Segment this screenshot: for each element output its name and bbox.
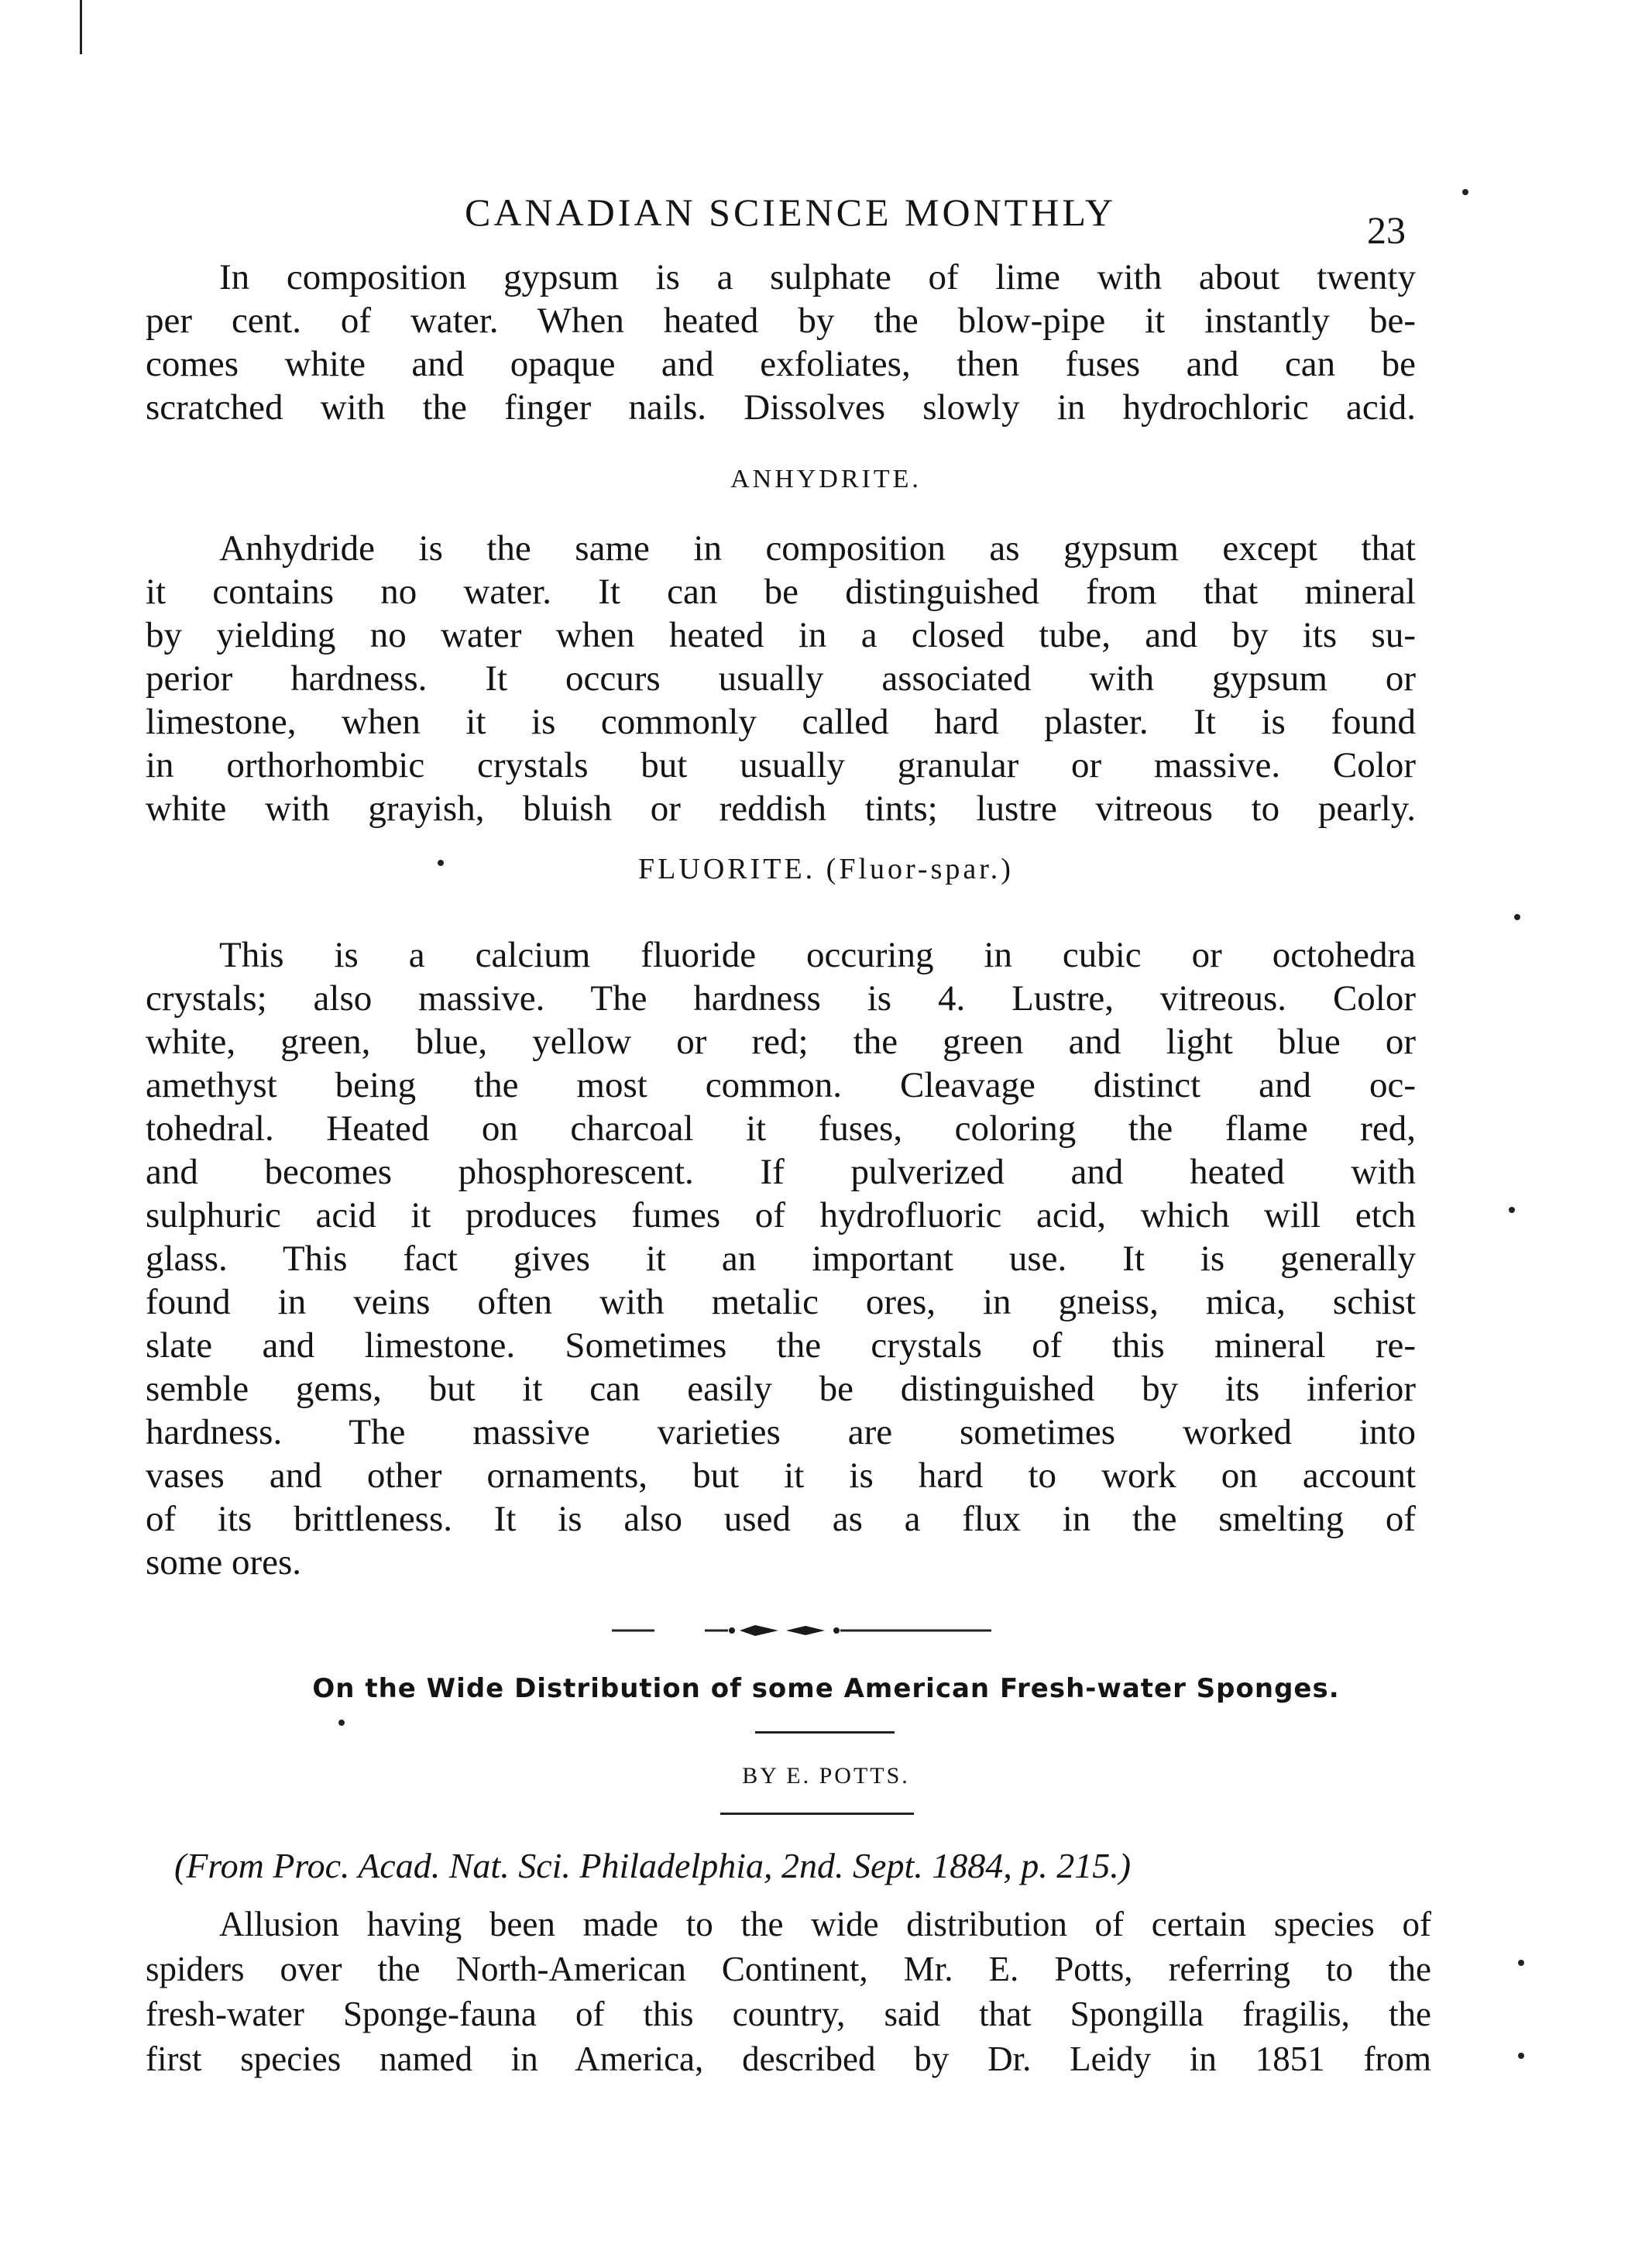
text-line: sulphuric acid it produces fumes of hydrofluoric acid, which will etch [146, 1195, 1416, 1235]
gypsum-paragraph [146, 256, 1416, 429]
text-line: in orthorhombic crystals but usually granular or massive. Color [146, 745, 1416, 785]
text-line: first species named in America, described by Dr. Leidy in 1851 from [146, 2039, 1431, 2078]
text-line: and becomes phosphorescent. If pulverized and heated with [146, 1152, 1416, 1192]
ornamental-divider [612, 1619, 999, 1642]
text-line: glass. This fact gives it an important use. It is generally [146, 1239, 1416, 1279]
fluorite-paragraph [146, 933, 1416, 1584]
text-line: found in veins often with metalic ores, in gneiss, mica, schist [146, 1282, 1416, 1322]
scan-speck [1518, 2053, 1524, 2059]
scan-speck [1518, 1960, 1524, 1966]
text-line: white, green, blue, yellow or red; the green and light blue or [146, 1022, 1416, 1062]
title-rule [755, 1731, 895, 1734]
text-line: limestone, when it is commonly called hard plaster. It is found [146, 702, 1416, 742]
article-paragraph [146, 1902, 1431, 2081]
text-line: Allusion having been made to the wide distribution of certain species of [219, 1905, 1431, 1943]
text-line: semble gems, but it can easily be distinguished by its inferior [146, 1369, 1416, 1409]
fluorite-heading: FLUORITE. (Fluor-spar.) [638, 853, 1014, 885]
anhydrite-paragraph [146, 527, 1416, 830]
text-line: it contains no water. It can be distinguished from that mineral [146, 572, 1416, 612]
text-line: tohedral. Heated on charcoal it fuses, coloring the flame red, [146, 1108, 1416, 1149]
text-line: comes white and opaque and exfoliates, then fuses and can be [146, 344, 1416, 384]
text-line: of its brittleness. It is also used as a flux in the smelting of [146, 1499, 1416, 1539]
text-line: perior hardness. It occurs usually associated with gypsum or [146, 658, 1416, 699]
anhydrite-heading: ANHYDRITE. [730, 465, 922, 493]
text-line: by yielding no water when heated in a closed tube, and by its su- [146, 615, 1416, 655]
text-line: vases and other ornaments, but it is hard to work on account [146, 1455, 1416, 1496]
running-head: CANADIAN SCIENCE MONTHLY [465, 191, 1116, 234]
text-line: scratched with the finger nails. Dissolves slowly in hydrochloric acid. [146, 387, 1416, 428]
text-line: some ores. [146, 1542, 302, 1582]
text-line: In composition gypsum is a sulphate of lime with about twenty [219, 257, 1416, 297]
text-line: crystals; also massive. The hardness is 4. Lustre, vitreous. Color [146, 978, 1416, 1019]
text-line: This is a calcium fluoride occuring in cubic or octohedra [219, 935, 1416, 975]
text-line: slate and limestone. Sometimes the crystals of this mineral re- [146, 1325, 1416, 1366]
scan-edge-mark [80, 0, 82, 54]
text-line: Anhydride is the same in composition as gypsum except that [219, 528, 1416, 569]
text-line: fresh-water Sponge-fauna of this country, said that Spongilla fragilis, the [146, 1995, 1431, 2033]
byline-rule [720, 1813, 914, 1815]
byline: BY E. POTTS. [742, 1763, 910, 1789]
scan-speck [1509, 1207, 1515, 1213]
text-line: amethyst being the most common. Cleavage distinct and oc- [146, 1065, 1416, 1105]
text-line: hardness. The massive varieties are sometimes worked into [146, 1412, 1416, 1452]
text-line: white with grayish, bluish or reddish tints; lustre vitreous to pearly. [146, 789, 1416, 829]
article-title: On the Wide Distribution of some American Fresh-water Sponges. [312, 1673, 1340, 1704]
text-line: spiders over the North-American Continent, Mr. E. Potts, referring to the [146, 1950, 1431, 1988]
page-number: 23 [1367, 208, 1406, 252]
scan-speck [1514, 914, 1520, 920]
text-line: per cent. of water. When heated by the blow-pipe it instantly be- [146, 301, 1416, 341]
scan-speck [338, 1720, 345, 1726]
source-citation: (From Proc. Acad. Nat. Sci. Philadelphia, 2nd. Sept. 1884, p. 215.) [174, 1846, 1132, 1885]
